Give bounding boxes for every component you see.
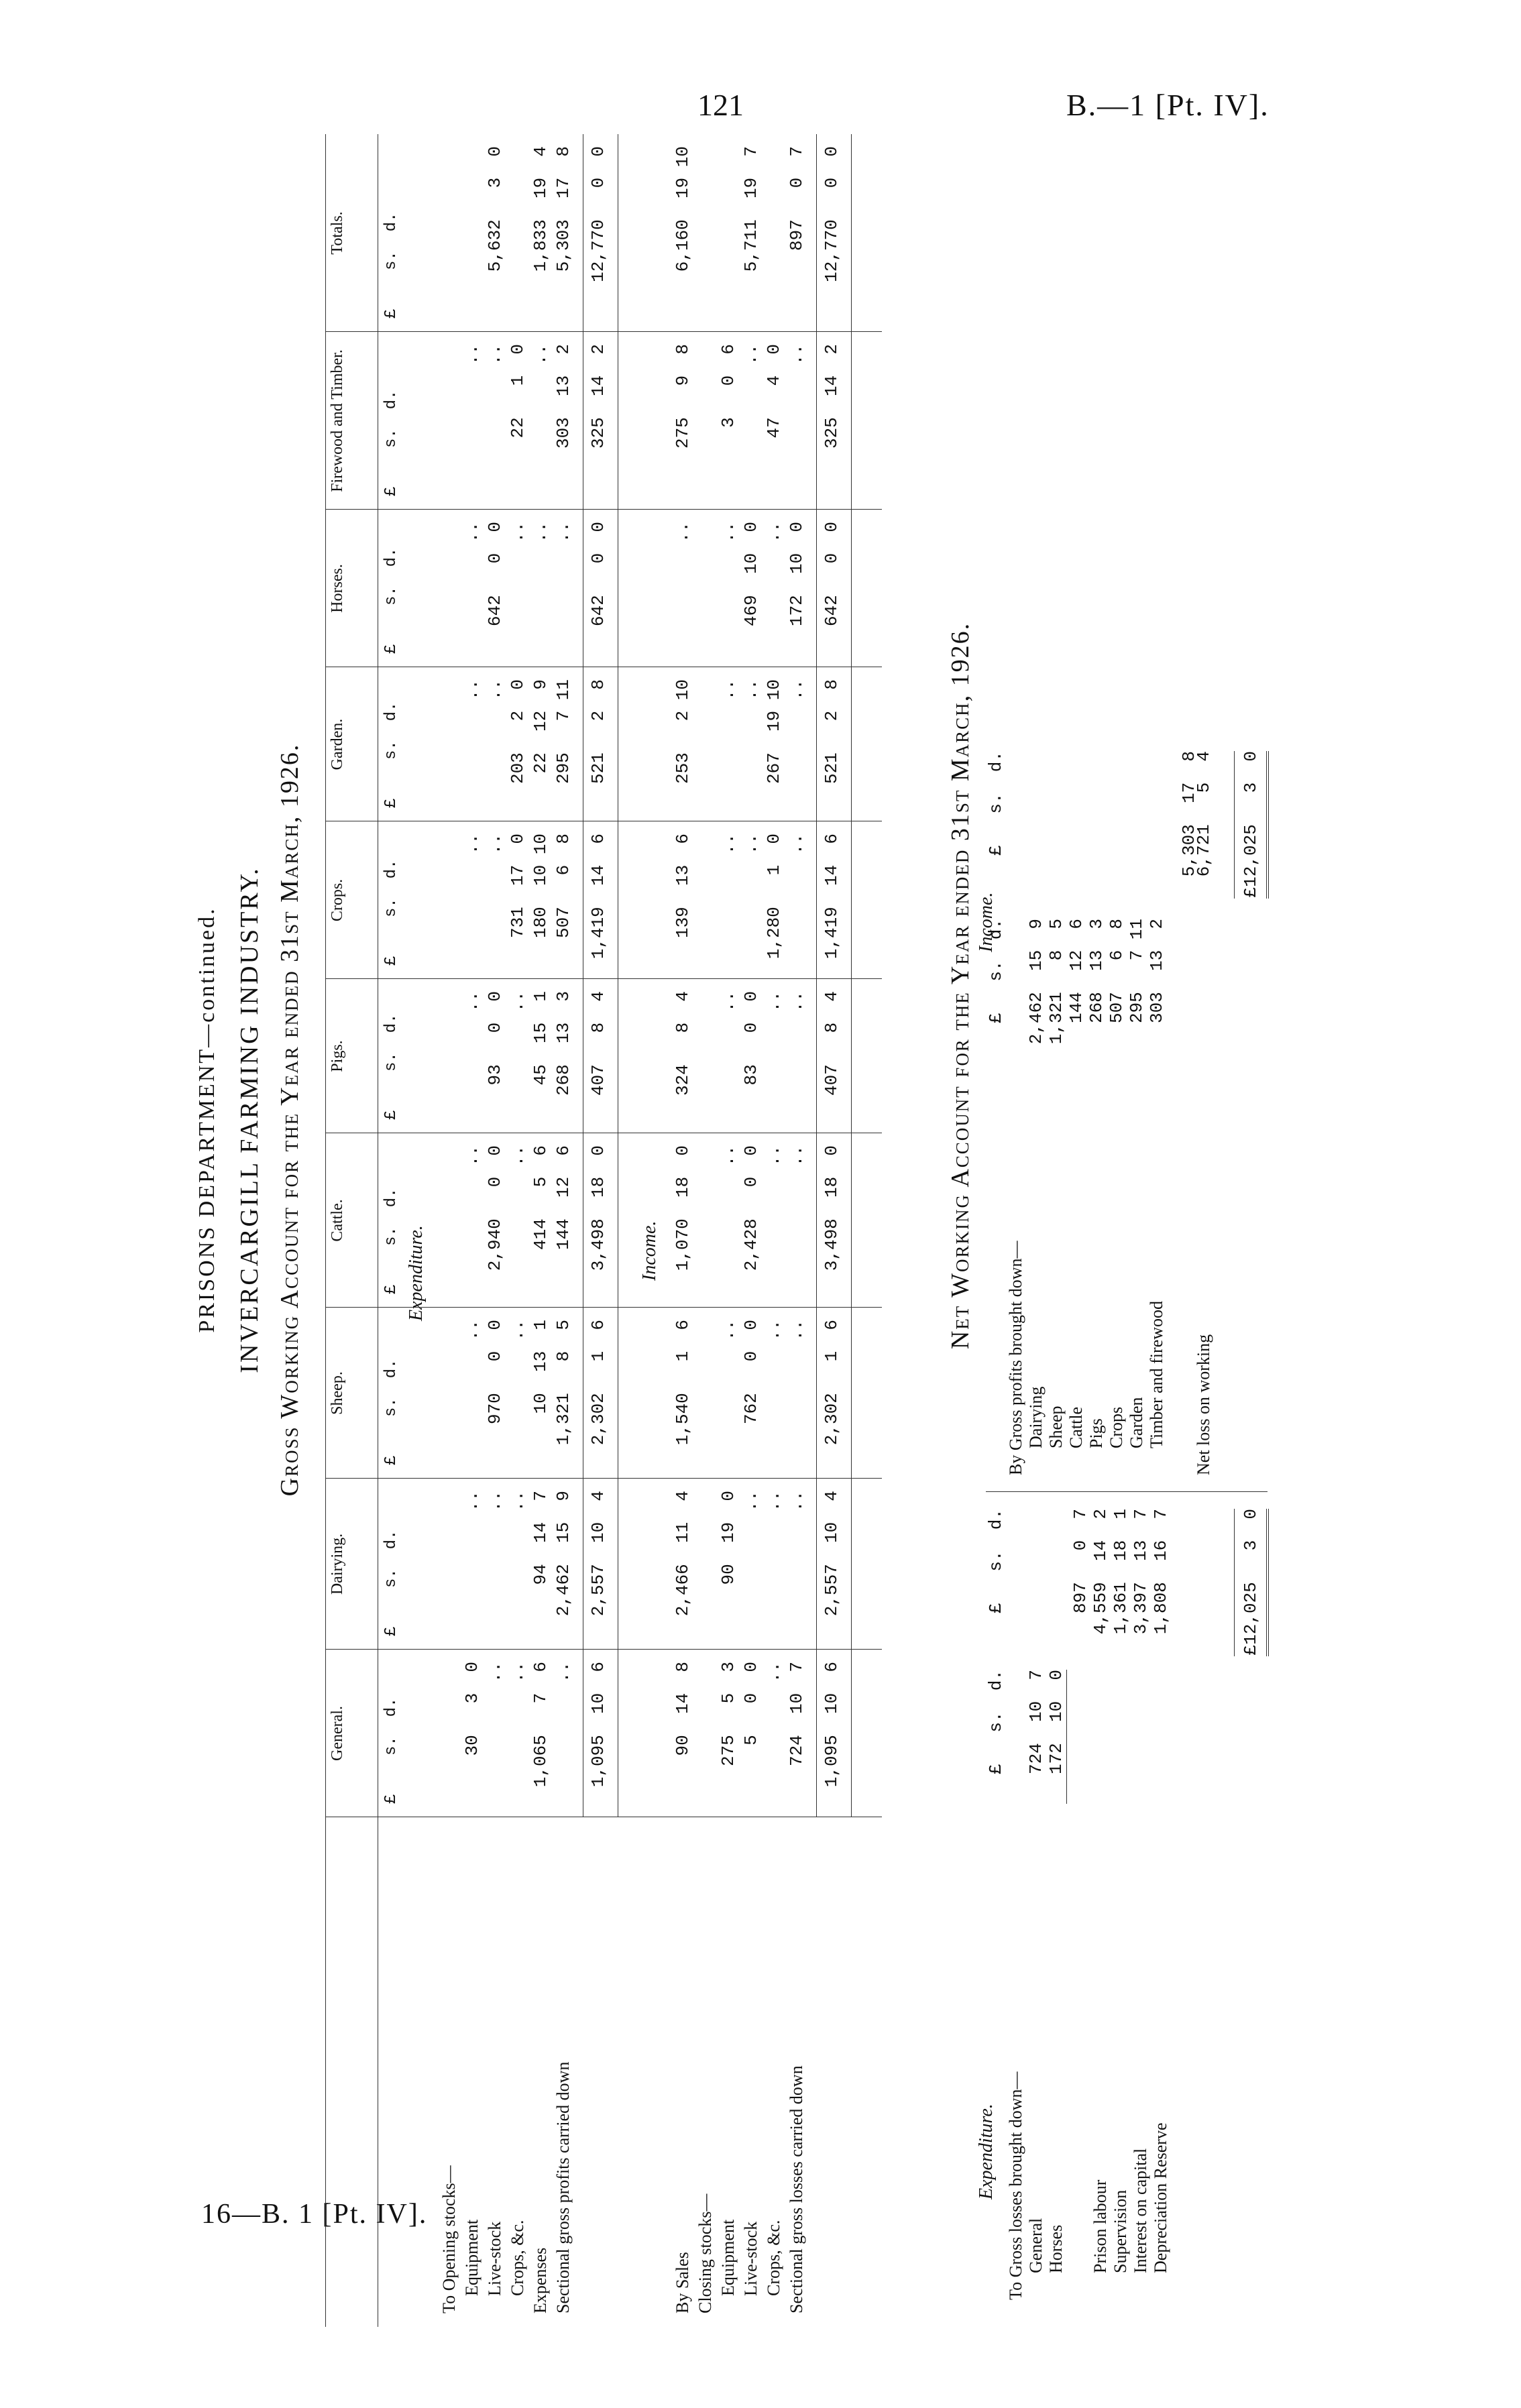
net-inc-value: 2,462 15 9 (1026, 919, 1046, 1045)
net-exp-label: Interest on capital (1131, 2148, 1150, 2273)
income-cell: 5 0 0 (741, 1662, 761, 1745)
expenditure-cell: .. (485, 1662, 505, 1683)
industry-title: INVERCARGILL FARMING INDUSTRY. (235, 866, 264, 1373)
net-inc-value: 144 12 6 (1066, 919, 1086, 1024)
expenditure-cell: 94 14 7 (530, 1491, 551, 1585)
net-exp-subtotal: 1,808 16 7 (1151, 1509, 1171, 1635)
expenditure-cell: .. (462, 679, 482, 701)
income-cell: .. (718, 522, 738, 543)
column-header: General. (329, 1706, 346, 1761)
expenditure-cell: 2,462 15 9 (553, 1491, 573, 1617)
header-rule (325, 134, 326, 2327)
income-total-rule (816, 134, 817, 1817)
income-total: 1,095 10 6 (822, 1662, 842, 1788)
income-total: 407 8 4 (822, 991, 842, 1096)
expenditure-row-label: Sectional gross profits carried down (553, 2061, 573, 2313)
income-cell: .. (673, 522, 693, 543)
unit-header: £ s. d. (382, 1697, 400, 1804)
net-inc-unit-b: £ s. d. (986, 751, 1006, 856)
income-row-label: Crops, &c. (764, 2220, 783, 2296)
income-cell: 275 5 3 (718, 1662, 738, 1767)
expenditure-cell: .. (462, 834, 482, 855)
expenditure-cell: .. (462, 1491, 482, 1512)
expenditure-cell: 180 10 10 (530, 834, 551, 939)
expenditure-cell: 970 0 0 (485, 1320, 505, 1425)
expenditure-cell: 295 7 11 (553, 679, 573, 785)
expenditure-cell: .. (462, 522, 482, 543)
income-cell: .. (764, 522, 784, 543)
net-inc-label: Pigs (1086, 1418, 1106, 1448)
net-exp-total: £12,025 3 0 (1241, 1509, 1261, 1656)
income-cell: 139 13 6 (673, 834, 693, 939)
expenditure-cell: 5,303 17 8 (553, 146, 573, 272)
expenditure-cell: 1,065 7 6 (530, 1662, 551, 1788)
income-cell: .. (764, 1145, 784, 1167)
income-cell: 275 9 8 (673, 344, 693, 449)
expenditure-total: 12,770 0 0 (588, 146, 608, 282)
expenditure-total: 2,302 1 6 (588, 1320, 608, 1446)
net-exp-subtotal: 4,559 14 2 (1090, 1509, 1111, 1635)
expenditure-cell: .. (553, 1662, 573, 1683)
gross-account-title: Gross Working Account for the Year ended 31st March, 1926. (276, 743, 304, 1497)
net-inc-value: 268 13 3 (1086, 919, 1107, 1024)
net-inc-label: Garden (1127, 1397, 1146, 1448)
net-exp-label: General (1026, 2218, 1046, 2273)
income-cell: .. (787, 1491, 807, 1512)
expenditure-cell: .. (485, 834, 505, 855)
net-inc-subtotal: 6,721 5 4 (1194, 751, 1214, 877)
income-cell: .. (787, 1145, 807, 1167)
income-cell: 3 0 6 (718, 344, 738, 428)
net-exp-subtotal: 3,397 13 7 (1131, 1509, 1151, 1635)
income-cell: 47 4 0 (764, 344, 784, 439)
income-row-label: Sectional gross losses carried down (787, 2065, 806, 2313)
income-cell: 5,711 19 7 (741, 146, 761, 272)
expenditure-cell: .. (485, 344, 505, 365)
income-cell: 1,280 1 0 (764, 834, 784, 960)
unit-header: £ s. d. (382, 547, 400, 654)
expenditure-cell: 144 12 6 (553, 1145, 573, 1251)
income-cell: .. (718, 1320, 738, 1341)
income-cell: 83 0 0 (741, 991, 761, 1086)
expenditure-total: 1,095 10 6 (588, 1662, 608, 1788)
column-header: Horses. (329, 564, 346, 613)
net-expenditure-heading: Expenditure. (976, 2104, 997, 2199)
income-cell: .. (741, 1491, 761, 1512)
expenditure-cell: 731 17 0 (508, 834, 528, 939)
net-inc-label: Crops (1107, 1406, 1126, 1448)
page-reference: B.—1 [Pt. IV]. (1066, 88, 1270, 122)
income-total: 2,302 1 6 (822, 1320, 842, 1446)
net-inc-label: Dairying (1026, 1386, 1046, 1448)
income-cell: 253 2 10 (673, 679, 693, 785)
expenditure-total: 3,498 18 0 (588, 1145, 608, 1271)
unit-header: £ s. d. (382, 701, 400, 808)
expenditure-cell: .. (508, 1662, 528, 1683)
expenditure-row-label: Expenses (530, 2247, 550, 2313)
expenditure-total: 521 2 8 (588, 679, 608, 785)
net-exp-label: To Gross losses brought down— (1006, 2071, 1025, 2300)
net-exp-label: Supervision (1111, 2189, 1130, 2273)
expenditure-cell: 10 13 1 (530, 1320, 551, 1414)
page-number: 121 (697, 88, 744, 122)
income-row-label: Equipment (718, 2219, 738, 2296)
unit-header: £ s. d. (382, 1530, 400, 1636)
expenditure-cell: 507 6 8 (553, 834, 573, 939)
expenditure-total: 2,557 10 4 (588, 1491, 608, 1617)
net-exp-total-rule (1234, 1509, 1235, 1656)
expenditure-total: 407 8 4 (588, 991, 608, 1096)
column-header: Dairying. (329, 1533, 346, 1595)
net-inc-unit-a: £ s. d. (986, 919, 1006, 1024)
income-cell: .. (787, 1320, 807, 1341)
income-cell: 172 10 0 (787, 522, 807, 627)
column-header: Totals. (329, 211, 346, 255)
expenditure-cell: 93 0 0 (485, 991, 505, 1086)
net-exp-rule (1066, 1670, 1067, 1804)
net-exp-value: 172 10 0 (1046, 1670, 1066, 1775)
expenditure-cell: .. (508, 1320, 528, 1341)
net-inc-value: 507 6 8 (1107, 919, 1127, 1024)
net-exp-label: Depreciation Reserve (1151, 2122, 1170, 2273)
expenditure-cell: 22 12 9 (530, 679, 551, 774)
net-inc-double-rule (1266, 751, 1269, 899)
income-cell: .. (787, 834, 807, 855)
income-cell: .. (764, 991, 784, 1013)
column-header: Cattle. (329, 1199, 346, 1242)
unit-header: £ s. d. (382, 1359, 400, 1465)
expenditure-row-label: Equipment (462, 2219, 482, 2296)
expenditure-cell: 45 15 1 (530, 991, 551, 1086)
net-exp-label: Horses (1046, 2224, 1066, 2273)
expenditure-cell: .. (508, 522, 528, 543)
net-inc-value: 295 7 11 (1127, 919, 1147, 1024)
income-cell: 2,466 11 4 (673, 1491, 693, 1617)
expenditure-cell: 414 5 6 (530, 1145, 551, 1251)
income-cell: 897 0 7 (787, 146, 807, 251)
income-cell: 1,540 1 6 (673, 1320, 693, 1446)
unit-header: £ s. d. (382, 859, 400, 966)
expenditure-cell: .. (462, 991, 482, 1013)
expenditure-cell: .. (485, 679, 505, 701)
net-exp-subtotal: 1,361 18 1 (1111, 1509, 1131, 1635)
income-total: 12,770 0 0 (822, 146, 842, 282)
expenditure-cell: 2,940 0 0 (485, 1145, 505, 1271)
expenditure-total: 642 0 0 (588, 522, 608, 627)
income-total: 325 14 2 (822, 344, 842, 449)
expenditure-cell: .. (553, 522, 573, 543)
net-inc-label: Cattle (1066, 1406, 1086, 1448)
expenditure-cell: .. (485, 1491, 505, 1512)
expenditure-cell: .. (530, 522, 551, 543)
net-divider (986, 1491, 1268, 1492)
expenditure-cell: .. (462, 1320, 482, 1341)
income-cell: 90 19 0 (718, 1491, 738, 1585)
income-cell: 90 14 8 (673, 1662, 693, 1756)
net-account-title: Net Working Account for the Year ended 31st March, 1926. (946, 622, 974, 1350)
net-exp-unit-b: £ s. d. (986, 1509, 1006, 1614)
expenditure-row-label: Crops, &c. (508, 2220, 527, 2296)
income-cell: .. (718, 834, 738, 855)
income-cell: .. (764, 1320, 784, 1341)
income-cell: .. (764, 1662, 784, 1683)
expenditure-total: 1,419 14 6 (588, 834, 608, 960)
expenditure-row-label: To Opening stocks— (439, 2165, 459, 2313)
income-cell: 724 10 7 (787, 1662, 807, 1767)
net-account (946, 134, 1308, 2327)
unit-header: £ s. d. (382, 390, 400, 496)
income-cell: .. (718, 991, 738, 1013)
gross-account-table (325, 134, 882, 2327)
net-inc-label: Net loss on working (1194, 1334, 1213, 1475)
expenditure-cell: .. (462, 1145, 482, 1167)
income-cell: .. (718, 1145, 738, 1167)
net-exp-unit-a: £ s. d. (986, 1670, 1006, 1775)
income-total: 521 2 8 (822, 679, 842, 785)
net-inc-subtotal: 5,303 17 8 (1179, 751, 1199, 877)
income-cell: .. (764, 1491, 784, 1512)
income-cell: 267 19 10 (764, 679, 784, 785)
net-inc-total-rule (1234, 751, 1235, 899)
income-cell: 762 0 0 (741, 1320, 761, 1425)
income-total: 3,498 18 0 (822, 1145, 842, 1271)
income-total: 642 0 0 (822, 522, 842, 627)
expenditure-cell: .. (508, 1145, 528, 1167)
income-cell: .. (787, 991, 807, 1013)
column-header: Crops. (329, 878, 346, 922)
expenditure-heading: Expenditure. (406, 1225, 427, 1321)
income-row-label: Live-stock (741, 2221, 760, 2296)
income-cell: 1,070 18 0 (673, 1145, 693, 1271)
column-header: Pigs. (329, 1040, 346, 1072)
department-title: PRISONS DEPARTMENT—continued. (194, 907, 219, 1333)
expenditure-cell: 22 1 0 (508, 344, 528, 439)
expenditure-cell: 5,632 3 0 (485, 146, 505, 272)
column-header: Garden. (329, 718, 346, 770)
income-cell: 324 8 4 (673, 991, 693, 1096)
income-cell: .. (741, 679, 761, 701)
expenditure-cell: 1,833 19 4 (530, 146, 551, 272)
income-total: 1,419 14 6 (822, 834, 842, 960)
income-cell: .. (787, 679, 807, 701)
income-row-label: Closing stocks— (695, 2193, 715, 2313)
page-footer: 16—B. 1 [Pt. IV]. (201, 2199, 428, 2230)
unit-header: £ s. d. (382, 212, 400, 319)
net-exp-double-rule (1266, 1509, 1269, 1656)
unit-header: £ s. d. (382, 1188, 400, 1294)
net-inc-label: Timber and firewood (1147, 1300, 1166, 1448)
income-heading: Income. (639, 1220, 660, 1281)
net-income-heading: Income. (976, 892, 997, 952)
expenditure-cell: 642 0 0 (485, 522, 505, 627)
column-header: Sheep. (329, 1371, 346, 1415)
income-cell: .. (787, 344, 807, 365)
income-cell: .. (741, 344, 761, 365)
net-inc-label: Sheep (1046, 1406, 1066, 1448)
column-header: Firewood and Timber. (329, 349, 346, 492)
expenditure-cell: 30 3 0 (462, 1662, 482, 1756)
expenditure-cell: .. (530, 344, 551, 365)
net-exp-label: Prison labour (1090, 2179, 1110, 2273)
income-row-label: By Sales (673, 2252, 692, 2313)
net-inc-total: £12,025 3 0 (1241, 751, 1261, 898)
expenditure-total: 325 14 2 (588, 344, 608, 449)
expenditure-cell: .. (508, 991, 528, 1013)
net-inc-value: 303 13 2 (1147, 919, 1167, 1024)
income-cell: .. (718, 679, 738, 701)
income-cell: 2,428 0 0 (741, 1145, 761, 1271)
expenditure-cell: 303 13 2 (553, 344, 573, 449)
income-cell: 469 10 0 (741, 522, 761, 627)
rotated-accounts (194, 134, 1308, 2327)
income-total: 2,557 10 4 (822, 1491, 842, 1617)
net-inc-label: By Gross profits brought down— (1006, 1241, 1025, 1475)
net-exp-value: 724 10 7 (1026, 1670, 1046, 1775)
expenditure-cell: .. (508, 1491, 528, 1512)
expenditure-cell: 203 2 0 (508, 679, 528, 785)
income-cell: .. (741, 834, 761, 855)
expenditure-cell: .. (462, 344, 482, 365)
income-cell: 6,160 19 10 (673, 146, 693, 272)
expenditure-cell: 268 13 3 (553, 991, 573, 1096)
expenditure-cell: 1,321 8 5 (553, 1320, 573, 1446)
unit-header: £ s. d. (382, 1013, 400, 1120)
net-inc-value: 1,321 8 5 (1046, 919, 1066, 1045)
income-total-rule-bottom (851, 134, 852, 1817)
net-exp-subtotal: 897 0 7 (1070, 1509, 1090, 1614)
expenditure-row-label: Live-stock (485, 2221, 504, 2296)
